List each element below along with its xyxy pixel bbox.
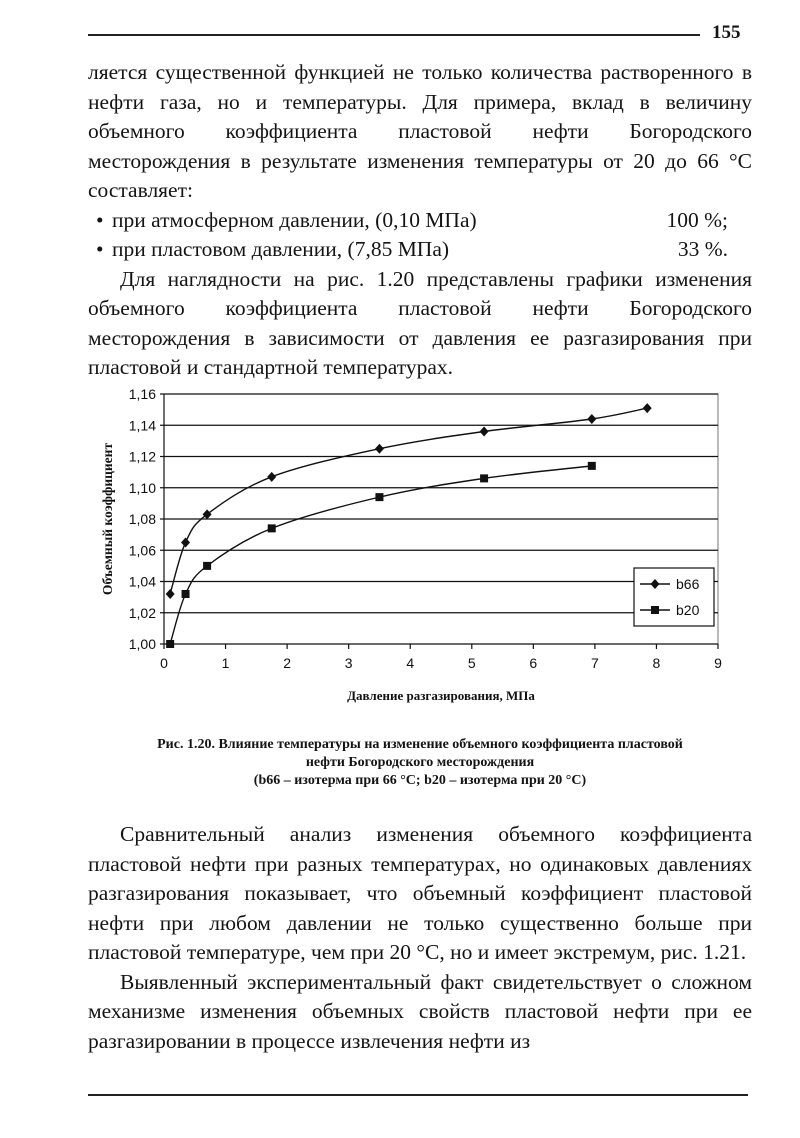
bullet-label: при пластовом давлении, (7,85 МПа) bbox=[112, 237, 450, 261]
intro-paragraph: ляется существенной функцией не только количества растворенного в нефти газа, но и температуры. Для примера, вклад в величину объемного коэффициента пластовой нефти Богородского месторождения в результате изменения температуры от 20 до 66 °С составляет: bbox=[88, 60, 752, 202]
y-tick-label: 1,16 bbox=[128, 386, 156, 402]
y-tick-label: 1,12 bbox=[128, 448, 156, 465]
y-tick-label: 1,06 bbox=[128, 542, 156, 559]
series-line-b66 bbox=[170, 408, 647, 594]
bullet-item bbox=[88, 206, 752, 236]
x-axis-label: Давление разгазирования, МПа bbox=[347, 688, 535, 703]
data-point-b66 bbox=[375, 444, 384, 454]
figure-caption bbox=[88, 736, 752, 790]
bullet-value: 100 %; bbox=[666, 207, 728, 232]
x-tick-label: 8 bbox=[652, 655, 661, 671]
bullet-item bbox=[88, 235, 752, 265]
bullet-value: 33 %. bbox=[677, 237, 728, 261]
data-point-b66 bbox=[587, 414, 596, 424]
chart-svg bbox=[88, 378, 748, 708]
x-tick-label: 9 bbox=[714, 655, 722, 671]
y-tick-label: 1,04 bbox=[128, 573, 156, 590]
legend-label-b20: b20 bbox=[676, 602, 700, 618]
bullet-label: при атмосферном давлении, (0,10 МПа) bbox=[112, 207, 477, 232]
x-tick-label: 1 bbox=[221, 655, 230, 671]
y-tick-label: 1,08 bbox=[128, 511, 156, 527]
data-point-b20 bbox=[182, 590, 190, 598]
data-point-b66 bbox=[203, 509, 212, 519]
chart-legend bbox=[634, 568, 714, 626]
x-tick-label: 7 bbox=[590, 655, 599, 671]
data-point-b20 bbox=[268, 524, 276, 532]
bullet-icon: • bbox=[96, 207, 104, 232]
caption-line-1: Рис. 1.20. Влияние температуры на изменение объемного коэффициента пластовой bbox=[157, 737, 683, 752]
y-tick-label: 1,14 bbox=[128, 417, 156, 434]
data-point-b66 bbox=[267, 472, 276, 482]
bullet-icon: • bbox=[96, 237, 104, 261]
x-tick-label: 2 bbox=[283, 655, 292, 671]
y-tick-label: 1,02 bbox=[128, 604, 156, 621]
page-number: 155 bbox=[712, 22, 741, 43]
chart-figure bbox=[88, 378, 748, 708]
bullet-list bbox=[88, 206, 752, 265]
y-tick-label: 1,00 bbox=[128, 636, 156, 652]
data-point-b66 bbox=[166, 589, 175, 599]
x-tick-label: 6 bbox=[529, 655, 538, 671]
data-point-b66 bbox=[181, 537, 190, 547]
data-point-b66 bbox=[643, 403, 652, 413]
data-point-b20 bbox=[203, 562, 211, 570]
caption-line-3: (b66 – изотерма при 66 °С; b20 – изотерма при 20 °С) bbox=[253, 773, 587, 788]
data-point-b66 bbox=[480, 427, 489, 437]
legend-marker-b20 bbox=[651, 606, 659, 614]
x-tick-label: 3 bbox=[344, 655, 353, 671]
x-tick-label: 0 bbox=[160, 655, 168, 671]
footer-rule bbox=[88, 1094, 748, 1096]
intro-paragraph-2: Для наглядности на рис. 1.20 представлены графики изменения объемного коэффициента пластовой нефти Богородского месторождения в зависимости от давления ее разгазирования при пластовой и стандартной температурах. bbox=[88, 266, 752, 379]
data-point-b20 bbox=[166, 640, 174, 648]
y-axis-label: Объемный коэффициент bbox=[100, 442, 115, 596]
caption-line-2: нефти Богородского месторождения bbox=[305, 755, 535, 770]
header-rule bbox=[88, 34, 700, 36]
series-line-b20 bbox=[170, 466, 592, 644]
body-paragraph-2: Выявленный экспериментальный факт свидетельствует о сложном механизме изменения объемных свойств пластовой нефти при ее разгазировании в процессе извлечения нефти из bbox=[88, 969, 752, 1053]
legend-label-b66: b66 bbox=[676, 576, 700, 592]
data-point-b20 bbox=[480, 474, 488, 482]
x-tick-label: 4 bbox=[406, 655, 415, 671]
body-paragraph-1: Сравнительный анализ изменения объемного коэффициента пластовой нефти при разных температурах, но одинаковых давлениях разгазирования показывает, что объемный коэффициент пластовой нефти при любом давлении не только существенно больше при пластовой температуре, чем при 20 °С, но и имеет экстремум, рис. 1.21. bbox=[88, 822, 752, 964]
intro-text bbox=[88, 58, 752, 383]
y-tick-label: 1,10 bbox=[128, 479, 156, 496]
body-text bbox=[88, 820, 752, 1056]
x-tick-label: 5 bbox=[467, 655, 476, 671]
data-point-b20 bbox=[588, 462, 596, 470]
data-point-b20 bbox=[375, 493, 383, 501]
